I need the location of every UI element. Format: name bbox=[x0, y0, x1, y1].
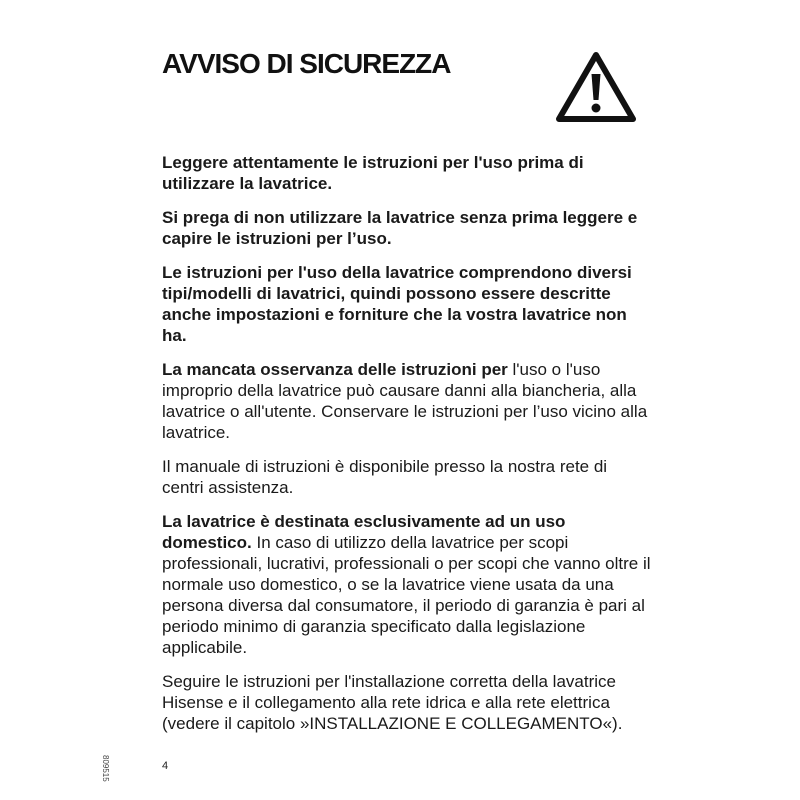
paragraph-models: Le istruzioni per l'uso della lavatrice comprendono diversi tipi/modelli di lavatrici, quindi possono essere descritte anche impostazioni e forniture che la vostra lavatrice non ha. bbox=[162, 263, 632, 345]
paragraph-do-not-use: Si prega di non utilizzare la lavatrice senza prima leggere e capire le istruzioni per l’uso. bbox=[162, 208, 638, 248]
paragraph-read-instructions: Leggere attentamente le istruzioni per l'uso prima di utilizzare la lavatrice. bbox=[162, 153, 584, 193]
paragraph-non-observance-rest: l'uso o l'uso improprio della lavatrice può causare danni alla biancheria, alla lavatrice o all'utente. Conservare le istruzioni per l’uso vicino alla lavatrice. bbox=[162, 360, 648, 442]
side-code: 809515 bbox=[101, 755, 110, 782]
paragraph-domestic-use bbox=[162, 511, 652, 658]
page-title: AVVISO DI SICUREZZA bbox=[162, 48, 451, 79]
paragraph-non-observance-bold: La mancata osservanza delle istruzioni per bbox=[162, 360, 508, 379]
safety-text bbox=[162, 152, 652, 747]
paragraph-installation: Seguire le istruzioni per l'installazione corretta della lavatrice Hisense e il collegamento alla rete idrica e alla rete elettrica (vedere il capitolo »INSTALLAZIONE E COLLEGAMENTO«). bbox=[162, 672, 623, 733]
paragraph-domestic-use-rest: In caso di utilizzo della lavatrice per scopi professionali, lucrativi, professionali o per scopi che vanno oltre il normale uso domestico, o se la lavatrice viene usata da una persona diversa dal consumatore, il periodo di garanzia è pari al periodo minimo di garanzia specificato dalla legislazione applicabile. bbox=[162, 533, 651, 657]
warning-triangle-icon bbox=[554, 50, 638, 124]
paragraph-non-observance bbox=[162, 359, 652, 443]
paragraph-manual-availability: Il manuale di istruzioni è disponibile presso la nostra rete di centri assistenza. bbox=[162, 457, 608, 497]
paragraph-domestic-use-bold: La lavatrice è destinata esclusivamente ad un uso domestico. bbox=[162, 512, 566, 552]
page-number: 4 bbox=[162, 760, 169, 772]
